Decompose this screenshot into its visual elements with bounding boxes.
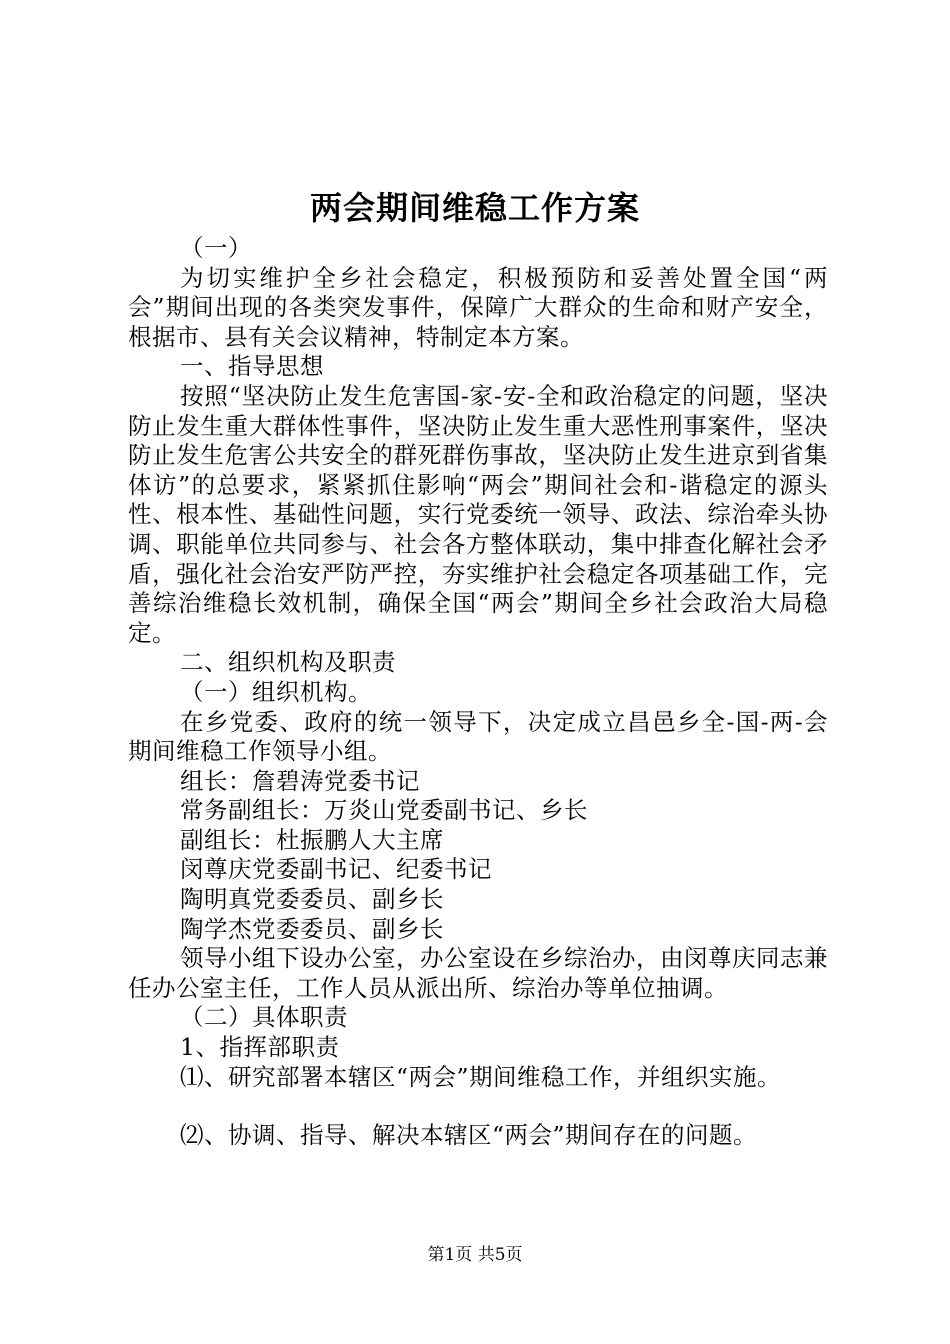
subheading-command-duties: 1、指挥部职责 [180, 1033, 340, 1062]
member-deputy: 副组长：杜振鹏人大主席 [180, 825, 444, 854]
member-executive-deputy: 常务副组长：万炎山党委副书记、乡长 [180, 796, 588, 825]
member-deputy-3: 陶明真党委委员、副乡长 [180, 885, 444, 914]
paragraph-guiding-ideology: 按照“坚决防止发生危害国-家-安-全和政治稳定的问题，坚决防止发生重大群体性事件，坚决防止发生重大恶性刑事案件，坚决防止发生危害公共安全的群死群伤事故，坚决防止发生进京到省集体访”的总要求，紧紧抓住影响“两会”期间社会和-谐稳定的源头性、根本性、基础性问题，实行党委统一领导、政法、综治牵头协调、职能单位共同参与、社会各方整体联动，集中排查化解社会矛盾，强化社会治安严防严控，夯实维护社会稳定各项基础工作，完善综治维稳长效机制，确保全国“两会”期间全乡社会政治大局稳定。 [128, 381, 828, 647]
subheading-responsibilities: （二）具体职责 [180, 1003, 348, 1032]
member-deputy-4: 陶学杰党委委员、副乡长 [180, 914, 444, 943]
member-leader: 组长：詹碧涛党委书记 [180, 766, 420, 795]
paragraph-leading-group: 在乡党委、政府的统一领导下，决定成立昌邑乡全-国-两-会期间维稳工作领导小组。 [128, 707, 828, 766]
page-number: 第1页 共5页 [427, 1245, 523, 1265]
heading-organization: 二、组织机构及职责 [180, 648, 396, 677]
duty-item-1: ⑴、研究部署本辖区“两会”期间维稳工作，并组织实施。 [180, 1062, 782, 1091]
duty-item-2: ⑵、协调、指导、解决本辖区“两会”期间存在的问题。 [180, 1121, 758, 1150]
heading-guiding-ideology: 一、指导思想 [180, 352, 324, 381]
subheading-organization: （一）组织机构。 [180, 677, 372, 706]
document-title: 两会期间维稳工作方案 [309, 189, 640, 227]
paragraph-section-marker: （一） [180, 234, 252, 262]
member-deputy-2: 闵尊庆党委副书记、纪委书记 [180, 855, 492, 884]
paragraph-intro: 为切实维护全乡社会稳定，积极预防和妥善处置全国“两会”期间出现的各类突发事件，保障广大群众的生命和财产安全，根据市、县有关会议精神，特制定本方案。 [128, 263, 828, 351]
paragraph-office: 领导小组下设办公室，办公室设在乡综治办，由闵尊庆同志兼任办公室主任，工作人员从派出所、综治办等单位抽调。 [128, 944, 828, 1002]
document-body [128, 234, 828, 1151]
